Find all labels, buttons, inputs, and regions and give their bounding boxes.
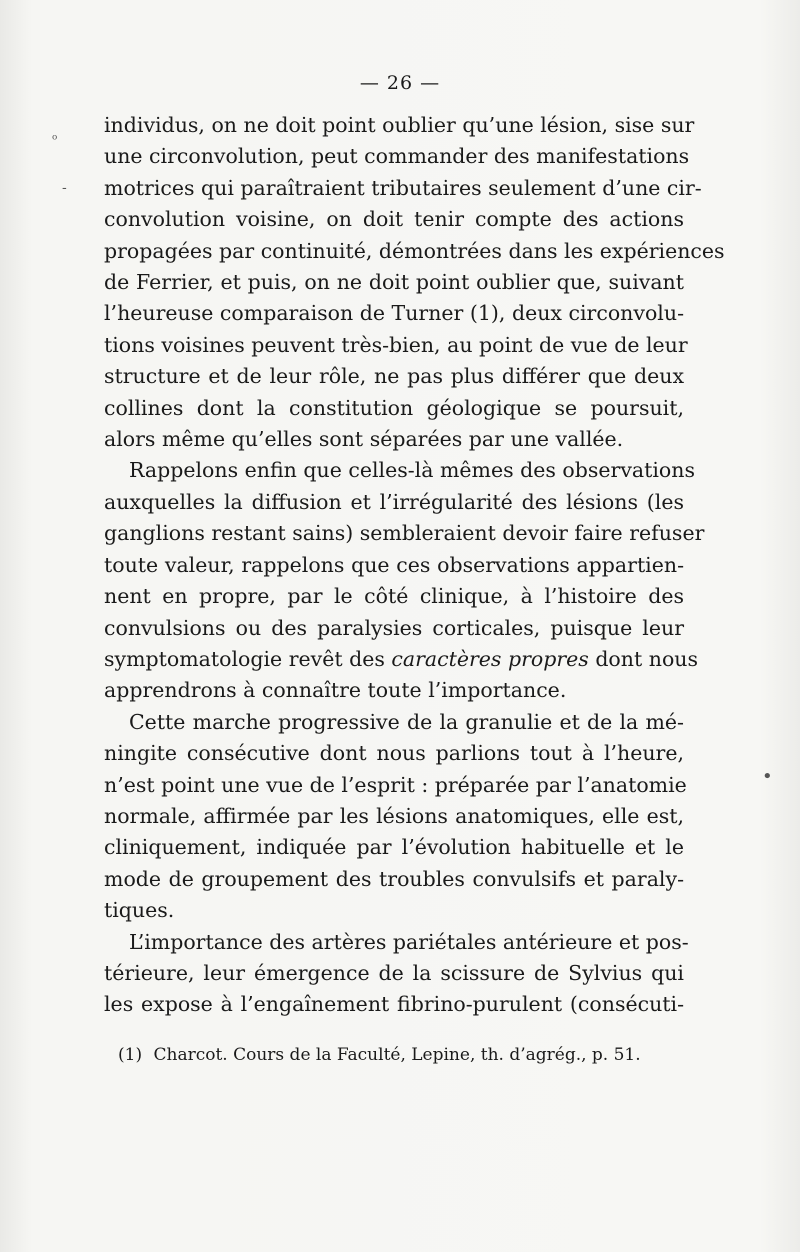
text-line: tiques. bbox=[104, 898, 175, 923]
text-line: mode de groupement des troubles convulsifs et paraly- bbox=[104, 866, 684, 891]
scan-speck: ᵒ bbox=[52, 132, 58, 148]
text-line: ningite consécutive dont nous parlions tout à l’heure, bbox=[104, 741, 684, 766]
text-line: nent en propre, par le côté clinique, à l’histoire des bbox=[104, 584, 684, 609]
text-line: une circonvolution, peut commander des manifestations bbox=[104, 144, 690, 169]
body-text bbox=[104, 110, 725, 1021]
text-line: normale, affirmée par les lésions anatomiques, elle est, bbox=[104, 803, 684, 828]
text-line: toute valeur, rappelons que ces observations appartien- bbox=[104, 552, 684, 577]
footnote-text: Charcot. Cours de la Faculté, Lepine, th. d’agrég., p. 51. bbox=[153, 1045, 641, 1065]
text-line: propagées par continuité, démontrées dans les expériences bbox=[104, 238, 725, 263]
text-line: n’est point une vue de l’esprit : préparée par l’anatomie bbox=[104, 772, 687, 797]
text-line: cliniquement, indiquée par l’évolution habituelle et le bbox=[104, 835, 684, 860]
text-line: convulsions ou des paralysies corticales, puisque leur bbox=[104, 615, 684, 640]
text-line: de Ferrier, et puis, on ne doit point oublier que, suivant bbox=[104, 270, 684, 295]
text-line: tions voisines peuvent très-bien, au point de vue de leur bbox=[104, 332, 688, 357]
italic-phrase: caractères propres bbox=[391, 646, 589, 671]
text-line: L’importance des artères pariétales antérieure et pos- bbox=[129, 929, 689, 954]
text-line: auxquelles la diffusion et l’irrégularité des lésions (les bbox=[104, 489, 684, 514]
scan-speck: - bbox=[62, 180, 67, 196]
footnote-ref: (1) bbox=[118, 1045, 143, 1065]
text-line: apprendrons à connaître toute l’importance. bbox=[104, 678, 567, 703]
text-line: collines dont la constitution géologique se poursuit, bbox=[104, 395, 684, 420]
text-line: structure et de leur rôle, ne pas plus différer que deux bbox=[104, 364, 684, 389]
text-line: convolution voisine, on doit tenir compte des actions bbox=[104, 207, 684, 232]
text-line: ganglions restant sains) sembleraient devoir faire refuser bbox=[104, 521, 705, 546]
text-line: symptomatologie revêt des caractères propres dont nous bbox=[104, 646, 699, 671]
text-line: Cette marche progressive de la granulie et de la mé- bbox=[129, 709, 684, 734]
scan-speck: • bbox=[762, 766, 773, 787]
text-line: motrices qui paraîtraient tributaires seulement d’une cir- bbox=[104, 175, 702, 200]
text-line: Rappelons enfin que celles-là mêmes des observations bbox=[129, 458, 695, 483]
text-line: les expose à l’engaînement fibrino-purulent (consécuti- bbox=[104, 992, 684, 1017]
text-line: alors même qu’elles sont séparées par une vallée. bbox=[104, 427, 624, 452]
footnote bbox=[118, 1044, 658, 1066]
page-number: — 26 — bbox=[359, 72, 441, 94]
text-line: térieure, leur émergence de la scissure de Sylvius qui bbox=[104, 960, 684, 985]
text-line: individus, on ne doit point oublier qu’une lésion, sise sur bbox=[104, 113, 695, 137]
text-line: l’heureuse comparaison de Turner (1), deux circonvolu- bbox=[104, 301, 684, 326]
